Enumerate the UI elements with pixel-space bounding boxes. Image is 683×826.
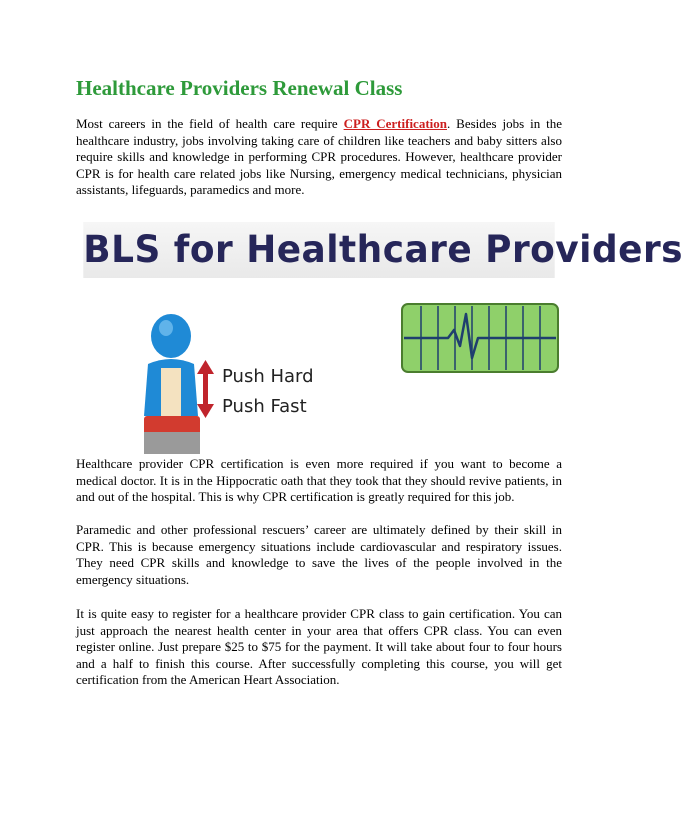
- banner-heading: BLS for Healthcare Providers: [83, 222, 554, 278]
- doctor-paragraph: Healthcare provider CPR certification is even more required if you want to become a medical doctor. It is in the Hippocratic oath that they took that they should revive patients, in and out of the hospital. This is why CPR certification is greatly required for this job.: [76, 456, 562, 505]
- intro-text-end: . Besides jobs in the healthcare industry, jobs involving taking care of children like teachers and baby sitters also require skills and knowledge in performing CPR procedures. However, healthcare provider CPR is for health care related jobs like Nursing, emergency medical technicians, physician assistants, lifeguards, paramedics and more.: [76, 116, 563, 198]
- push-hard-label: Push Hard: [222, 366, 314, 387]
- page-title: Healthcare Providers Renewal Class: [76, 76, 403, 100]
- intro-text-start: Most careers in the field of health care require: [76, 116, 344, 131]
- ecg-monitor-icon: [402, 304, 558, 372]
- up-down-arrow-icon: [197, 360, 214, 418]
- push-fast-label: Push Fast: [222, 396, 307, 417]
- bls-banner-image: [76, 218, 683, 454]
- banner-illustration: [76, 218, 562, 454]
- cpr-rescuer-figure-icon: [144, 314, 200, 454]
- paramedic-paragraph: Paramedic and other professional rescuers’ career are ultimately defined by their skill in CPR. This is because emergency situations include cardiovascular and respiratory issues. They need CPR skills and knowledge to save the lives of the people involved in the emergency situations.: [76, 522, 562, 587]
- intro-paragraph: [76, 116, 562, 199]
- registration-paragraph: It is quite easy to register for a healthcare provider CPR class to gain certification. You can just approach the nearest health center in your area that offers CPR class. You can even register online. Just prepare $25 to $75 for the payment. It will take about four to four hours and a half to finish this course. After successfully completing this course, you will get certification from the American Heart Association.: [76, 606, 562, 688]
- cpr-certification-link[interactable]: CPR Certification: [343, 116, 447, 131]
